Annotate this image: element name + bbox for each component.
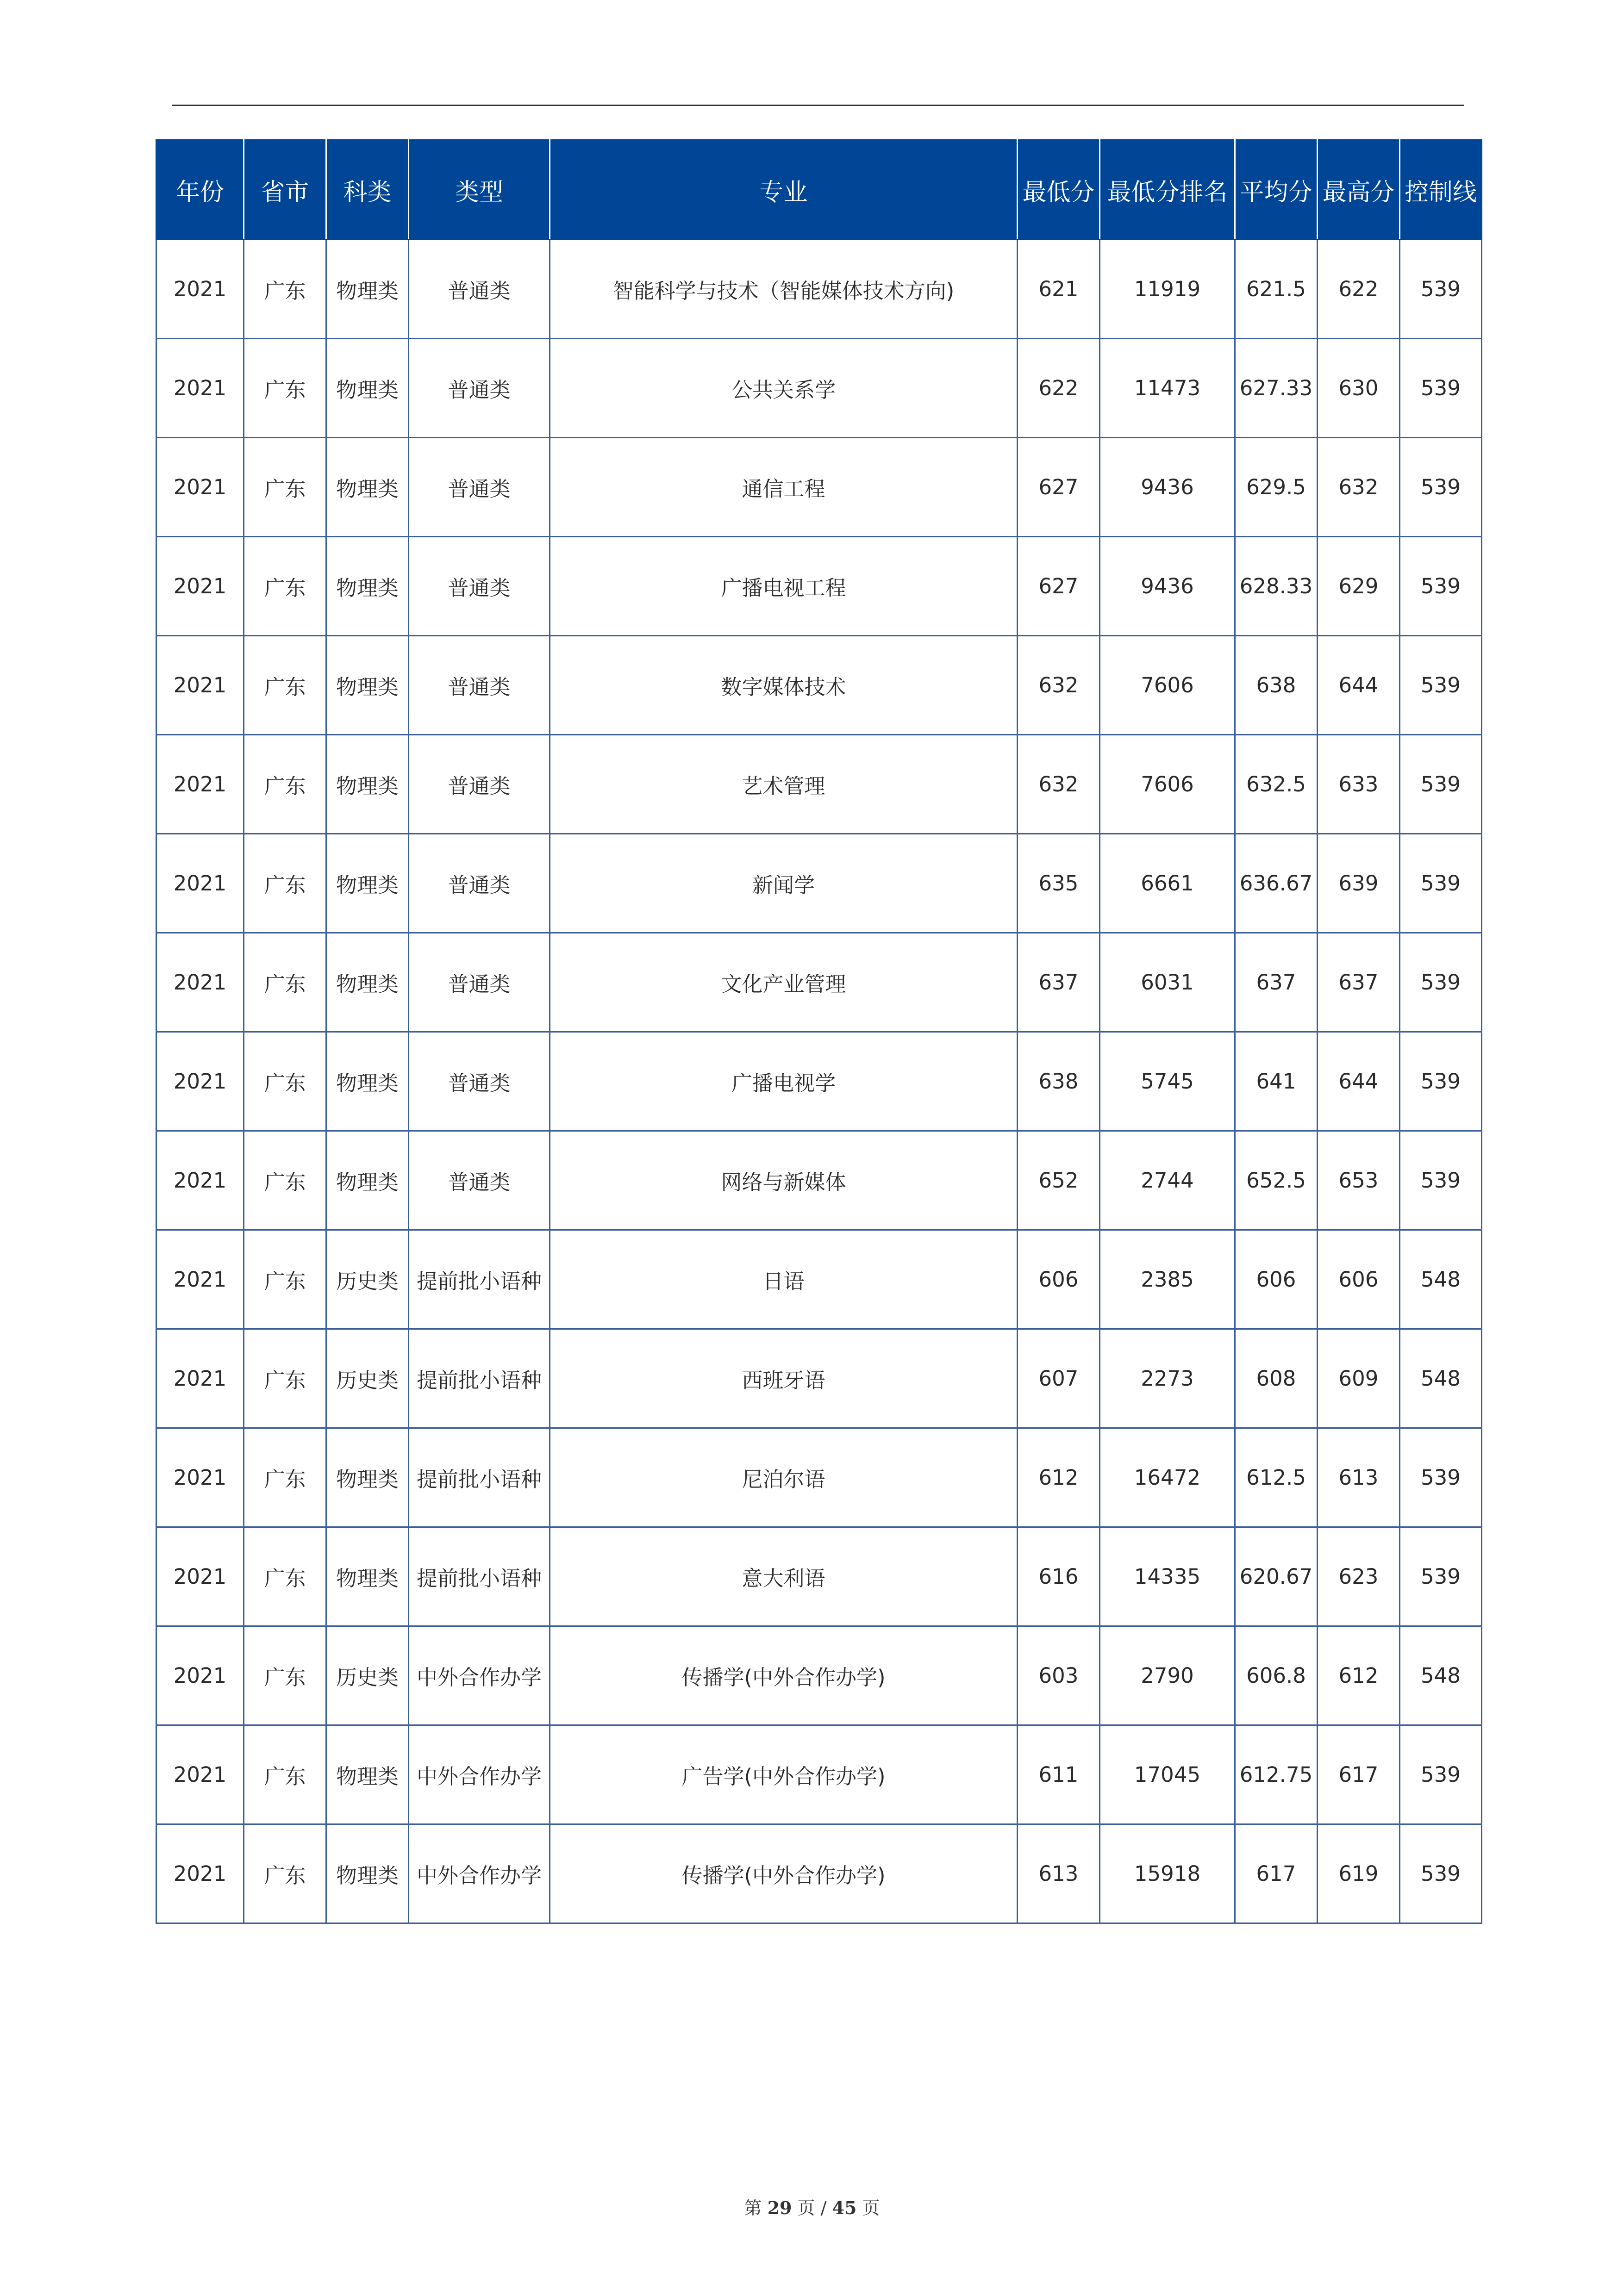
table-cell: 632 bbox=[1318, 438, 1400, 537]
table-cell: 中外合作办学 bbox=[409, 1824, 550, 1923]
table-cell: 意大利语 bbox=[550, 1527, 1018, 1626]
table-cell: 历史类 bbox=[326, 1626, 409, 1725]
table-cell: 物理类 bbox=[326, 438, 409, 537]
column-header: 科类 bbox=[326, 140, 409, 240]
table-row bbox=[156, 834, 1482, 933]
table-cell: 广播电视学 bbox=[550, 1032, 1018, 1131]
table-cell: 物理类 bbox=[326, 1725, 409, 1824]
table-cell: 644 bbox=[1318, 636, 1400, 735]
table-cell: 2021 bbox=[156, 1527, 244, 1626]
table-cell: 中外合作办学 bbox=[409, 1725, 550, 1824]
table-row bbox=[156, 735, 1482, 834]
table-cell: 632 bbox=[1018, 636, 1100, 735]
table-cell: 智能科学与技术（智能媒体技术方向) bbox=[550, 240, 1018, 339]
table-cell: 11473 bbox=[1100, 339, 1235, 438]
table-cell: 传播学(中外合作办学) bbox=[550, 1626, 1018, 1725]
table-cell: 日语 bbox=[550, 1230, 1018, 1329]
table-cell: 548 bbox=[1400, 1626, 1482, 1725]
table-cell: 普通类 bbox=[409, 636, 550, 735]
table-cell: 广东 bbox=[244, 735, 326, 834]
table-cell: 606.8 bbox=[1235, 1626, 1318, 1725]
table-cell: 2021 bbox=[156, 1725, 244, 1824]
table-row bbox=[156, 1626, 1482, 1725]
table-cell: 612 bbox=[1018, 1428, 1100, 1527]
table-cell: 539 bbox=[1400, 1428, 1482, 1527]
table-row bbox=[156, 636, 1482, 735]
table-cell: 603 bbox=[1018, 1626, 1100, 1725]
table-cell: 652 bbox=[1018, 1131, 1100, 1230]
table-cell: 2021 bbox=[156, 1329, 244, 1428]
table-body bbox=[156, 240, 1482, 1923]
table-cell: 621.5 bbox=[1235, 240, 1318, 339]
table-cell: 539 bbox=[1400, 933, 1482, 1032]
table-cell: 2021 bbox=[156, 1626, 244, 1725]
table-cell: 通信工程 bbox=[550, 438, 1018, 537]
table-cell: 普通类 bbox=[409, 1032, 550, 1131]
table-cell: 6661 bbox=[1100, 834, 1235, 933]
table-cell: 621 bbox=[1018, 240, 1100, 339]
table-cell: 2021 bbox=[156, 933, 244, 1032]
table-cell: 617 bbox=[1235, 1824, 1318, 1923]
table-cell: 606 bbox=[1318, 1230, 1400, 1329]
table-row bbox=[156, 1428, 1482, 1527]
table-row bbox=[156, 1230, 1482, 1329]
table-cell: 639 bbox=[1318, 834, 1400, 933]
table-cell: 539 bbox=[1400, 240, 1482, 339]
table-cell: 尼泊尔语 bbox=[550, 1428, 1018, 1527]
table-cell: 2021 bbox=[156, 1131, 244, 1230]
table-cell: 539 bbox=[1400, 1527, 1482, 1626]
table-cell: 广东 bbox=[244, 339, 326, 438]
table-cell: 2021 bbox=[156, 636, 244, 735]
table-cell: 提前批小语种 bbox=[409, 1329, 550, 1428]
table-cell: 644 bbox=[1318, 1032, 1400, 1131]
table-row bbox=[156, 240, 1482, 339]
table-row bbox=[156, 1527, 1482, 1626]
footer-middle: 页 / bbox=[797, 2198, 827, 2218]
table-cell: 物理类 bbox=[326, 1032, 409, 1131]
table-cell: 广东 bbox=[244, 1032, 326, 1131]
table-cell: 628.33 bbox=[1235, 537, 1318, 636]
table-cell: 617 bbox=[1318, 1725, 1400, 1824]
table-cell: 627.33 bbox=[1235, 339, 1318, 438]
table-cell: 637 bbox=[1235, 933, 1318, 1032]
table-cell: 539 bbox=[1400, 537, 1482, 636]
table-cell: 548 bbox=[1400, 1230, 1482, 1329]
table-cell: 广东 bbox=[244, 1428, 326, 1527]
table-cell: 606 bbox=[1018, 1230, 1100, 1329]
table-cell: 物理类 bbox=[326, 1527, 409, 1626]
table-cell: 16472 bbox=[1100, 1428, 1235, 1527]
column-header: 省市 bbox=[244, 140, 326, 240]
table-cell: 637 bbox=[1018, 933, 1100, 1032]
table-cell: 652.5 bbox=[1235, 1131, 1318, 1230]
table-cell: 9436 bbox=[1100, 537, 1235, 636]
table-cell: 2790 bbox=[1100, 1626, 1235, 1725]
table-cell: 14335 bbox=[1100, 1527, 1235, 1626]
table-row bbox=[156, 1725, 1482, 1824]
table-cell: 632 bbox=[1018, 735, 1100, 834]
table-cell: 广东 bbox=[244, 537, 326, 636]
table-cell: 613 bbox=[1318, 1428, 1400, 1527]
column-header: 最低分排名 bbox=[1100, 140, 1235, 240]
table-cell: 653 bbox=[1318, 1131, 1400, 1230]
footer-prefix: 第 bbox=[744, 2198, 762, 2218]
table-cell: 普通类 bbox=[409, 438, 550, 537]
table-cell: 广东 bbox=[244, 1131, 326, 1230]
table-cell: 物理类 bbox=[326, 933, 409, 1032]
table-cell: 历史类 bbox=[326, 1230, 409, 1329]
page-footer bbox=[0, 2194, 1624, 2219]
table-cell: 普通类 bbox=[409, 339, 550, 438]
table-cell: 539 bbox=[1400, 438, 1482, 537]
table-cell: 2021 bbox=[156, 1032, 244, 1131]
column-header: 专业 bbox=[550, 140, 1018, 240]
table-row bbox=[156, 537, 1482, 636]
table-cell: 539 bbox=[1400, 339, 1482, 438]
table-cell: 619 bbox=[1318, 1824, 1400, 1923]
table-cell: 622 bbox=[1318, 240, 1400, 339]
table-cell: 2385 bbox=[1100, 1230, 1235, 1329]
table-cell: 539 bbox=[1400, 636, 1482, 735]
table-cell: 2021 bbox=[156, 834, 244, 933]
table-cell: 广东 bbox=[244, 834, 326, 933]
table-cell: 2021 bbox=[156, 438, 244, 537]
table-cell: 636.67 bbox=[1235, 834, 1318, 933]
table-cell: 638 bbox=[1235, 636, 1318, 735]
table-cell: 广东 bbox=[244, 240, 326, 339]
table-cell: 2021 bbox=[156, 735, 244, 834]
table-cell: 普通类 bbox=[409, 735, 550, 834]
table-cell: 7606 bbox=[1100, 636, 1235, 735]
table-cell: 611 bbox=[1018, 1725, 1100, 1824]
table-cell: 2021 bbox=[156, 1230, 244, 1329]
table-row bbox=[156, 933, 1482, 1032]
column-header: 最低分 bbox=[1018, 140, 1100, 240]
table-cell: 物理类 bbox=[326, 240, 409, 339]
table-header-row bbox=[156, 140, 1482, 240]
table-row bbox=[156, 438, 1482, 537]
table-cell: 艺术管理 bbox=[550, 735, 1018, 834]
table-cell: 物理类 bbox=[326, 636, 409, 735]
table-cell: 提前批小语种 bbox=[409, 1230, 550, 1329]
table-cell: 630 bbox=[1318, 339, 1400, 438]
table-cell: 609 bbox=[1318, 1329, 1400, 1428]
table-cell: 629 bbox=[1318, 537, 1400, 636]
table-cell: 传播学(中外合作办学) bbox=[550, 1824, 1018, 1923]
table-cell: 物理类 bbox=[326, 735, 409, 834]
footer-suffix: 页 bbox=[862, 2198, 880, 2218]
table-row bbox=[156, 1032, 1482, 1131]
table-cell: 文化产业管理 bbox=[550, 933, 1018, 1032]
table-cell: 2021 bbox=[156, 1428, 244, 1527]
table-cell: 提前批小语种 bbox=[409, 1428, 550, 1527]
table-cell: 物理类 bbox=[326, 537, 409, 636]
table-cell: 广东 bbox=[244, 1626, 326, 1725]
header-rule bbox=[172, 105, 1464, 106]
table-cell: 广东 bbox=[244, 1527, 326, 1626]
table-cell: 6031 bbox=[1100, 933, 1235, 1032]
table-cell: 7606 bbox=[1100, 735, 1235, 834]
table-cell: 612.5 bbox=[1235, 1428, 1318, 1527]
admission-score-table bbox=[156, 139, 1482, 1924]
table-row bbox=[156, 1131, 1482, 1230]
column-header: 最高分 bbox=[1318, 140, 1400, 240]
table-cell: 2273 bbox=[1100, 1329, 1235, 1428]
table-cell: 中外合作办学 bbox=[409, 1626, 550, 1725]
table-cell: 广东 bbox=[244, 438, 326, 537]
table-cell: 622 bbox=[1018, 339, 1100, 438]
column-header: 年份 bbox=[156, 140, 244, 240]
table-cell: 607 bbox=[1018, 1329, 1100, 1428]
table-cell: 623 bbox=[1318, 1527, 1400, 1626]
table-cell: 广东 bbox=[244, 1824, 326, 1923]
table-row bbox=[156, 1824, 1482, 1923]
table-cell: 2021 bbox=[156, 240, 244, 339]
table-cell: 广东 bbox=[244, 1725, 326, 1824]
table-cell: 635 bbox=[1018, 834, 1100, 933]
column-header: 平均分 bbox=[1235, 140, 1318, 240]
table-cell: 广东 bbox=[244, 636, 326, 735]
table-cell: 548 bbox=[1400, 1329, 1482, 1428]
table-cell: 历史类 bbox=[326, 1329, 409, 1428]
table-cell: 广东 bbox=[244, 1329, 326, 1428]
table-cell: 西班牙语 bbox=[550, 1329, 1018, 1428]
table-cell: 2021 bbox=[156, 1824, 244, 1923]
table-cell: 627 bbox=[1018, 537, 1100, 636]
table-cell: 物理类 bbox=[326, 1428, 409, 1527]
table-cell: 638 bbox=[1018, 1032, 1100, 1131]
table-cell: 普通类 bbox=[409, 537, 550, 636]
table-cell: 提前批小语种 bbox=[409, 1527, 550, 1626]
table-cell: 637 bbox=[1318, 933, 1400, 1032]
table-cell: 612 bbox=[1318, 1626, 1400, 1725]
table-cell: 539 bbox=[1400, 1131, 1482, 1230]
table-cell: 606 bbox=[1235, 1230, 1318, 1329]
table-cell: 网络与新媒体 bbox=[550, 1131, 1018, 1230]
column-header: 控制线 bbox=[1400, 140, 1482, 240]
table-cell: 新闻学 bbox=[550, 834, 1018, 933]
table-cell: 616 bbox=[1018, 1527, 1100, 1626]
table-cell: 普通类 bbox=[409, 933, 550, 1032]
table-cell: 物理类 bbox=[326, 1131, 409, 1230]
table-cell: 539 bbox=[1400, 1032, 1482, 1131]
total-page-number: 45 bbox=[832, 2197, 857, 2218]
table-cell: 2021 bbox=[156, 339, 244, 438]
table-cell: 物理类 bbox=[326, 834, 409, 933]
table-cell: 608 bbox=[1235, 1329, 1318, 1428]
table-cell: 15918 bbox=[1100, 1824, 1235, 1923]
table-cell: 广东 bbox=[244, 1230, 326, 1329]
table-cell: 物理类 bbox=[326, 339, 409, 438]
table-cell: 627 bbox=[1018, 438, 1100, 537]
table-cell: 公共关系学 bbox=[550, 339, 1018, 438]
table-cell: 11919 bbox=[1100, 240, 1235, 339]
table-cell: 2021 bbox=[156, 537, 244, 636]
table-cell: 5745 bbox=[1100, 1032, 1235, 1131]
table-cell: 广播电视工程 bbox=[550, 537, 1018, 636]
table-cell: 普通类 bbox=[409, 1131, 550, 1230]
table-row bbox=[156, 339, 1482, 438]
table-cell: 539 bbox=[1400, 1725, 1482, 1824]
table-cell: 普通类 bbox=[409, 240, 550, 339]
table-cell: 539 bbox=[1400, 834, 1482, 933]
column-header: 类型 bbox=[409, 140, 550, 240]
table-cell: 普通类 bbox=[409, 834, 550, 933]
table-cell: 2744 bbox=[1100, 1131, 1235, 1230]
table-cell: 广东 bbox=[244, 933, 326, 1032]
table-cell: 629.5 bbox=[1235, 438, 1318, 537]
table-cell: 539 bbox=[1400, 735, 1482, 834]
table-cell: 广告学(中外合作办学) bbox=[550, 1725, 1018, 1824]
table-cell: 612.75 bbox=[1235, 1725, 1318, 1824]
table-cell: 物理类 bbox=[326, 1824, 409, 1923]
table-cell: 17045 bbox=[1100, 1725, 1235, 1824]
table-cell: 9436 bbox=[1100, 438, 1235, 537]
table-cell: 539 bbox=[1400, 1824, 1482, 1923]
table-row bbox=[156, 1329, 1482, 1428]
table-cell: 613 bbox=[1018, 1824, 1100, 1923]
table-cell: 632.5 bbox=[1235, 735, 1318, 834]
table-cell: 数字媒体技术 bbox=[550, 636, 1018, 735]
table-cell: 620.67 bbox=[1235, 1527, 1318, 1626]
current-page-number: 29 bbox=[767, 2197, 792, 2218]
table-cell: 641 bbox=[1235, 1032, 1318, 1131]
table-cell: 633 bbox=[1318, 735, 1400, 834]
